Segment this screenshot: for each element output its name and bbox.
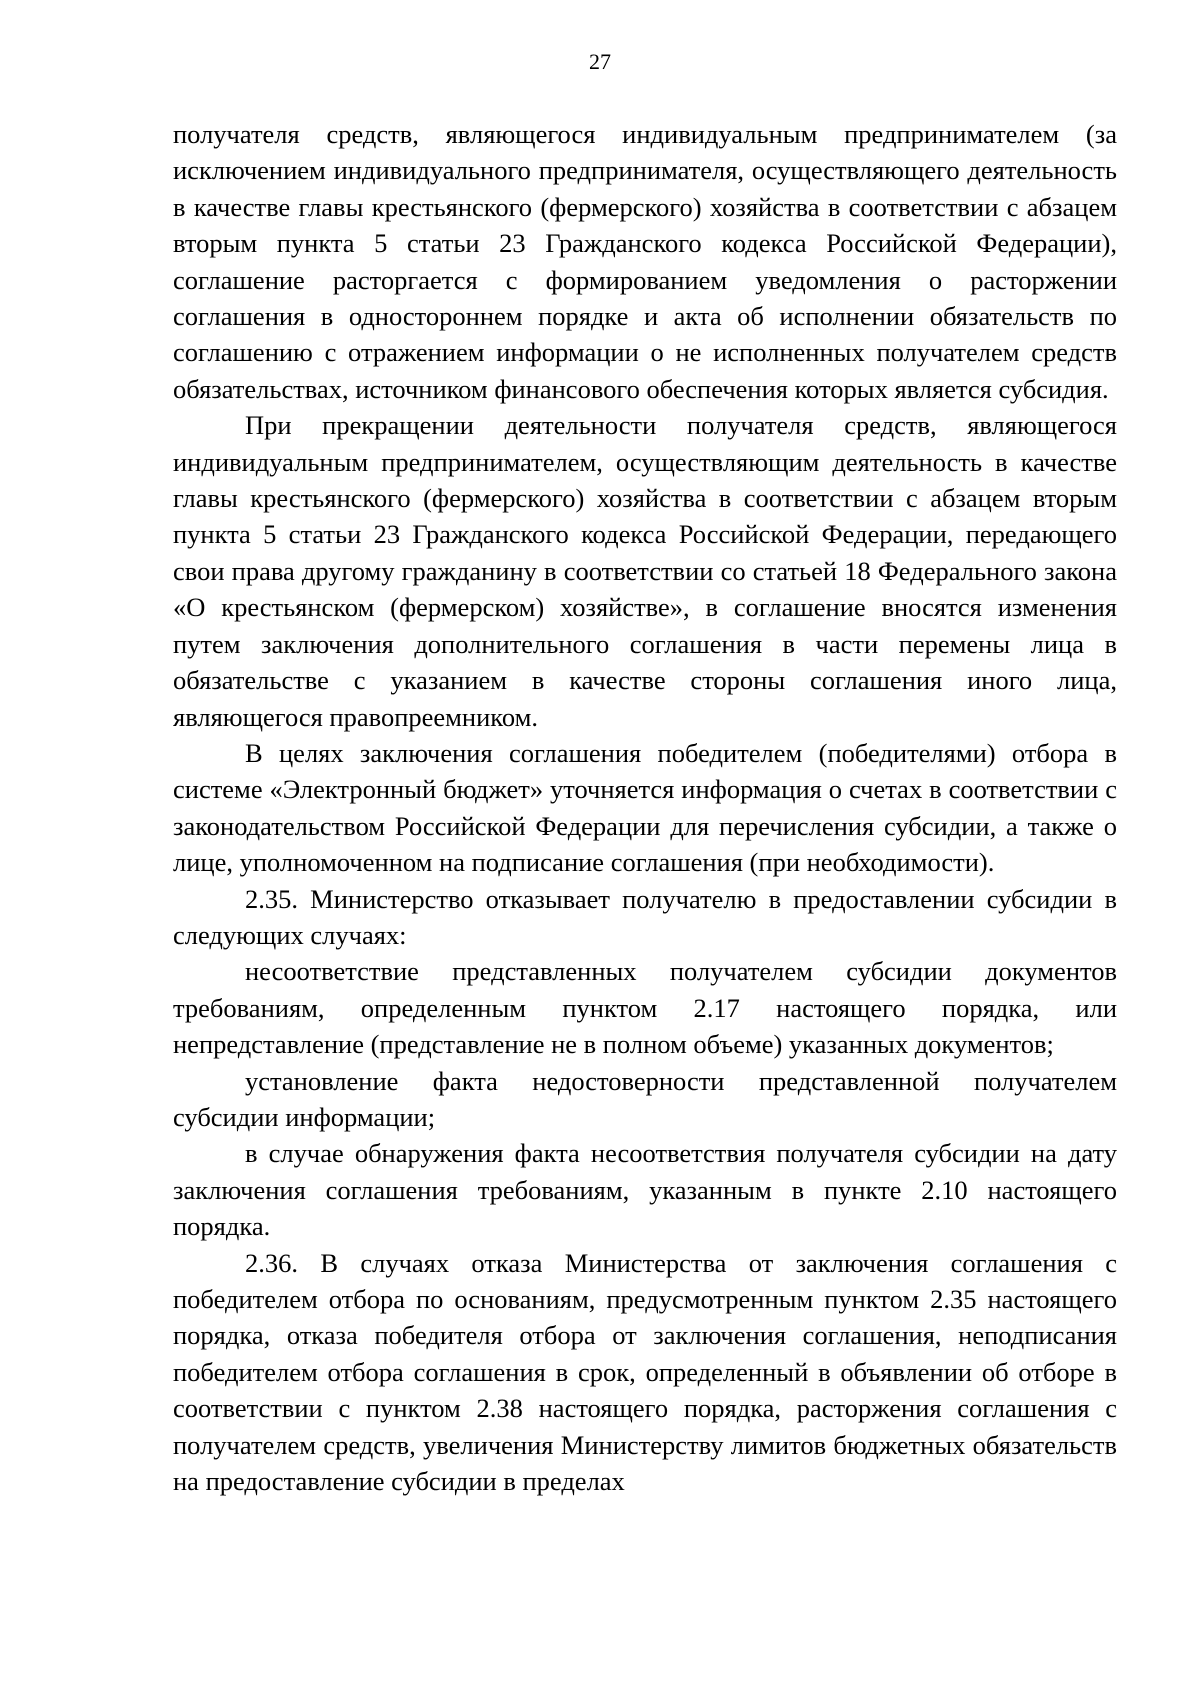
paragraph-2-35: 2.35. Министерство отказывает получателю в предоставлении субсидии в следующих случаях: (173, 883, 1117, 950)
list-item-false-information: установление факта недостоверности представленной получателем субсидии информации; (173, 1065, 1117, 1132)
paragraph-termination-peasant-farm: При прекращении деятельности получателя средств, являющегося индивидуальным предпринимателем, осуществляющим деятельность в качестве главы крестьянского (фермерского) хозяйства в соответствии с абзацем вторым пункта 5 статьи 23 Гражданского кодекса Российской Федерации, передающего свои права другому гражданину в соответствии со статьей 18 Федерального закона «О крестьянском (фермерском) хозяйстве», в соглашение вносятся изменения путем заключения дополнительного соглашения в части перемены лица в обязательстве с указанием в качестве стороны соглашения иного лица, являющегося правопреемником. (173, 410, 1117, 732)
paragraph-electronic-budget: В целях заключения соглашения победителем (победителями) отбора в системе «Электронный бюджет» уточняется информация о счетах в соответствии с законодательством Российской Федерации для перечисления субсидии, а также о лице, уполномоченном на подписание соглашения (при необходимости). (173, 737, 1117, 878)
list-item-requirements-mismatch: в случае обнаружения факта несоответствия получателя субсидии на дату заключения соглашения требованиям, указанным в пункте 2.10 настоящего порядка. (173, 1138, 1117, 1242)
list-item-documents-mismatch: несоответствие представленных получателем субсидии документов требованиям, определенным пунктом 2.17 настоящего порядка, или непредставление (представление не в полном объеме) указанных документов; (173, 956, 1117, 1060)
page-number: 27 (589, 49, 611, 74)
paragraph-2-36: 2.36. В случаях отказа Министерства от заключения соглашения с победителем отбора по основаниям, предусмотренным пунктом 2.35 настоящего порядка, отказа победителя отбора от заключения соглашения, неподписания победителем отбора соглашения в срок, определенный в объявлении об отборе в соответствии с пунктом 2.38 настоящего порядка, расторжения соглашения с получателем средств, увеличения Министерству лимитов бюджетных обязательств на предоставление субсидии в пределах (173, 1247, 1117, 1497)
document-body (173, 116, 1117, 1499)
paragraph-continuation: получателя средств, являющегося индивидуальным предпринимателем (за исключением индивидуального предпринимателя, осуществляющего деятельность в качестве главы крестьянского (фермерского) хозяйства в соответствии с абзацем вторым пункта 5 статьи 23 Гражданского кодекса Российской Федерации), соглашение расторгается с формированием уведомления о расторжении соглашения в одностороннем порядке и акта об исполнении обязательств по соглашению с отражением информации о не исполненных получателем средств обязательствах, источником финансового обеспечения которых является субсидия. (173, 119, 1117, 404)
